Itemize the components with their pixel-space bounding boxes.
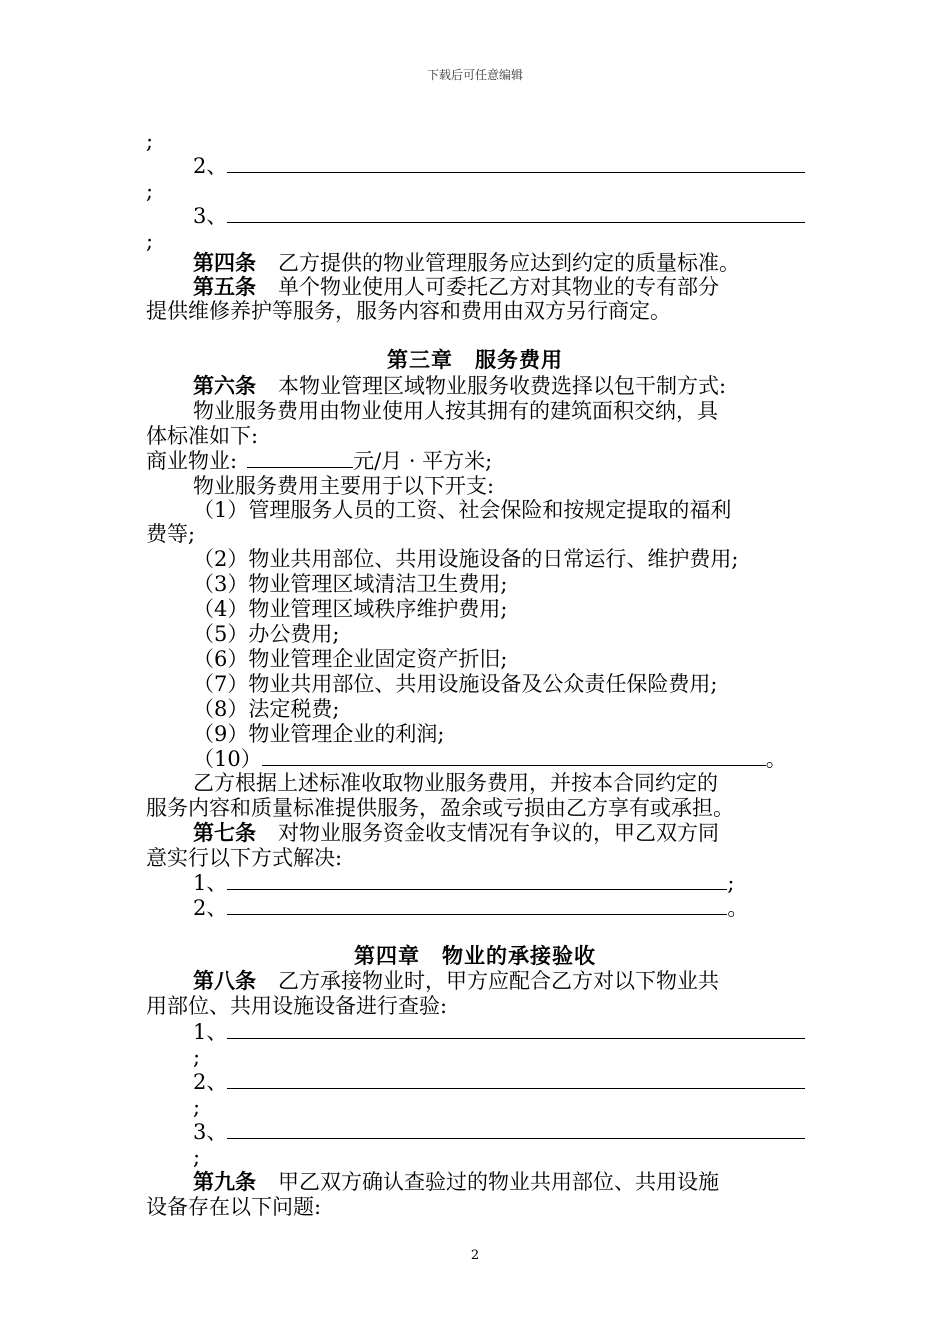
item-number: 2、 [193,1070,228,1094]
article-5 [193,274,719,300]
blank-line [227,1020,805,1039]
item-number: 1、 [193,1020,228,1044]
blank-line [227,871,727,890]
list-item [193,1119,805,1145]
chapter-name: 物业的承接验收 [442,943,596,968]
list-item [193,153,805,179]
list-item: （6）物业管理企业固定资产折旧; [193,647,508,671]
period: 。 [765,747,787,771]
paragraph: 服务内容和质量标准提供服务，盈余或亏损由乙方享有或承担。 [146,796,734,820]
blank-line [262,747,766,766]
article-4 [193,250,740,276]
semicolon: ; [193,1095,201,1119]
item-number: 2、 [193,154,228,178]
article-text: 对物业服务资金收支情况有争议的，甲乙双方同 [278,821,719,845]
list-item: （9）物业管理企业的利润; [193,722,445,746]
item-number: 3、 [193,1120,228,1144]
paragraph: 物业服务费用由物业使用人按其拥有的建筑面积交纳，具 [193,399,718,423]
chapter-number: 第三章 [387,347,453,372]
list-item: （8）法定税费; [193,697,340,721]
list-item: （7）物业共用部位、共用设施设备及公众责任保险费用; [193,672,718,696]
article-text: 甲乙双方确认查验过的物业共用部位、共用设施 [278,1170,719,1194]
article-text: 提供维修养护等服务，服务内容和费用由双方另行商定。 [146,299,671,323]
list-item [193,746,787,772]
article-text: 本物业管理区域物业服务收费选择以包干制方式: [278,374,727,398]
blank-line [247,449,353,468]
list-item [193,1069,805,1095]
chapter-title [0,347,950,373]
article-label: 第七条 [193,820,256,845]
list-item: （2）物业共用部位、共用设施设备的日常运行、维护费用; [193,547,739,571]
list-item: （5）办公费用; [193,622,340,646]
blank-line [227,1070,805,1089]
commercial-unit: 元/月 · 平方米; [353,449,493,473]
list-item [193,203,805,229]
item-number: （10） [193,747,262,771]
article-label: 第六条 [193,373,256,398]
list-item: 费等; [146,522,196,546]
article-label: 第九条 [193,1169,256,1194]
semicolon: ; [146,179,154,203]
article-text: 用部位、共用设施设备进行查验: [146,994,448,1018]
period: 。 [727,896,749,920]
semicolon: ; [193,1145,201,1169]
article-8 [193,968,719,994]
article-label: 第八条 [193,968,256,993]
article-text: 意实行以下方式解决: [146,846,343,870]
semicolon: ; [146,229,154,253]
paragraph: 体标准如下: [146,424,259,448]
semicolon: ; [727,871,735,895]
article-text: 乙方承接物业时，甲方应配合乙方对以下物业共 [278,969,719,993]
page-number: 2 [470,1248,480,1263]
blank-line [227,896,727,915]
article-7 [193,820,719,846]
commercial-fee-line [146,448,492,474]
list-item [193,1019,805,1045]
semicolon: ; [193,1045,201,1069]
article-text: 设备存在以下问题: [146,1195,322,1219]
item-number: 1、 [193,871,228,895]
article-9 [193,1169,719,1195]
blank-line [227,1120,805,1139]
item-number: 3、 [193,204,228,228]
article-6 [193,373,726,399]
list-item: （3）物业管理区域清洁卫生费用; [193,572,508,596]
paragraph: 物业服务费用主要用于以下开支: [193,474,495,498]
chapter-number: 第四章 [354,943,420,968]
commercial-label: 商业物业: [146,449,238,473]
chapter-title [0,943,950,969]
paragraph: 乙方根据上述标准收取物业服务费用，并按本合同约定的 [193,771,718,795]
semicolon: ; [146,129,154,153]
list-item: （4）物业管理区域秩序维护费用; [193,597,508,621]
blank-line [227,204,805,223]
list-item: （1）管理服务人员的工资、社会保险和按规定提取的福利 [193,498,732,522]
article-text: 单个物业使用人可委托乙方对其物业的专有部分 [278,275,719,299]
list-item [193,870,734,896]
blank-line [227,154,805,173]
article-label: 第四条 [193,250,256,275]
page-header: 下载后可任意编辑 [426,68,523,82]
chapter-name: 服务费用 [475,347,563,372]
article-label: 第五条 [193,274,256,299]
item-number: 2、 [193,896,228,920]
article-text: 乙方提供的物业管理服务应达到约定的质量标准。 [278,251,740,275]
list-item [193,895,748,921]
